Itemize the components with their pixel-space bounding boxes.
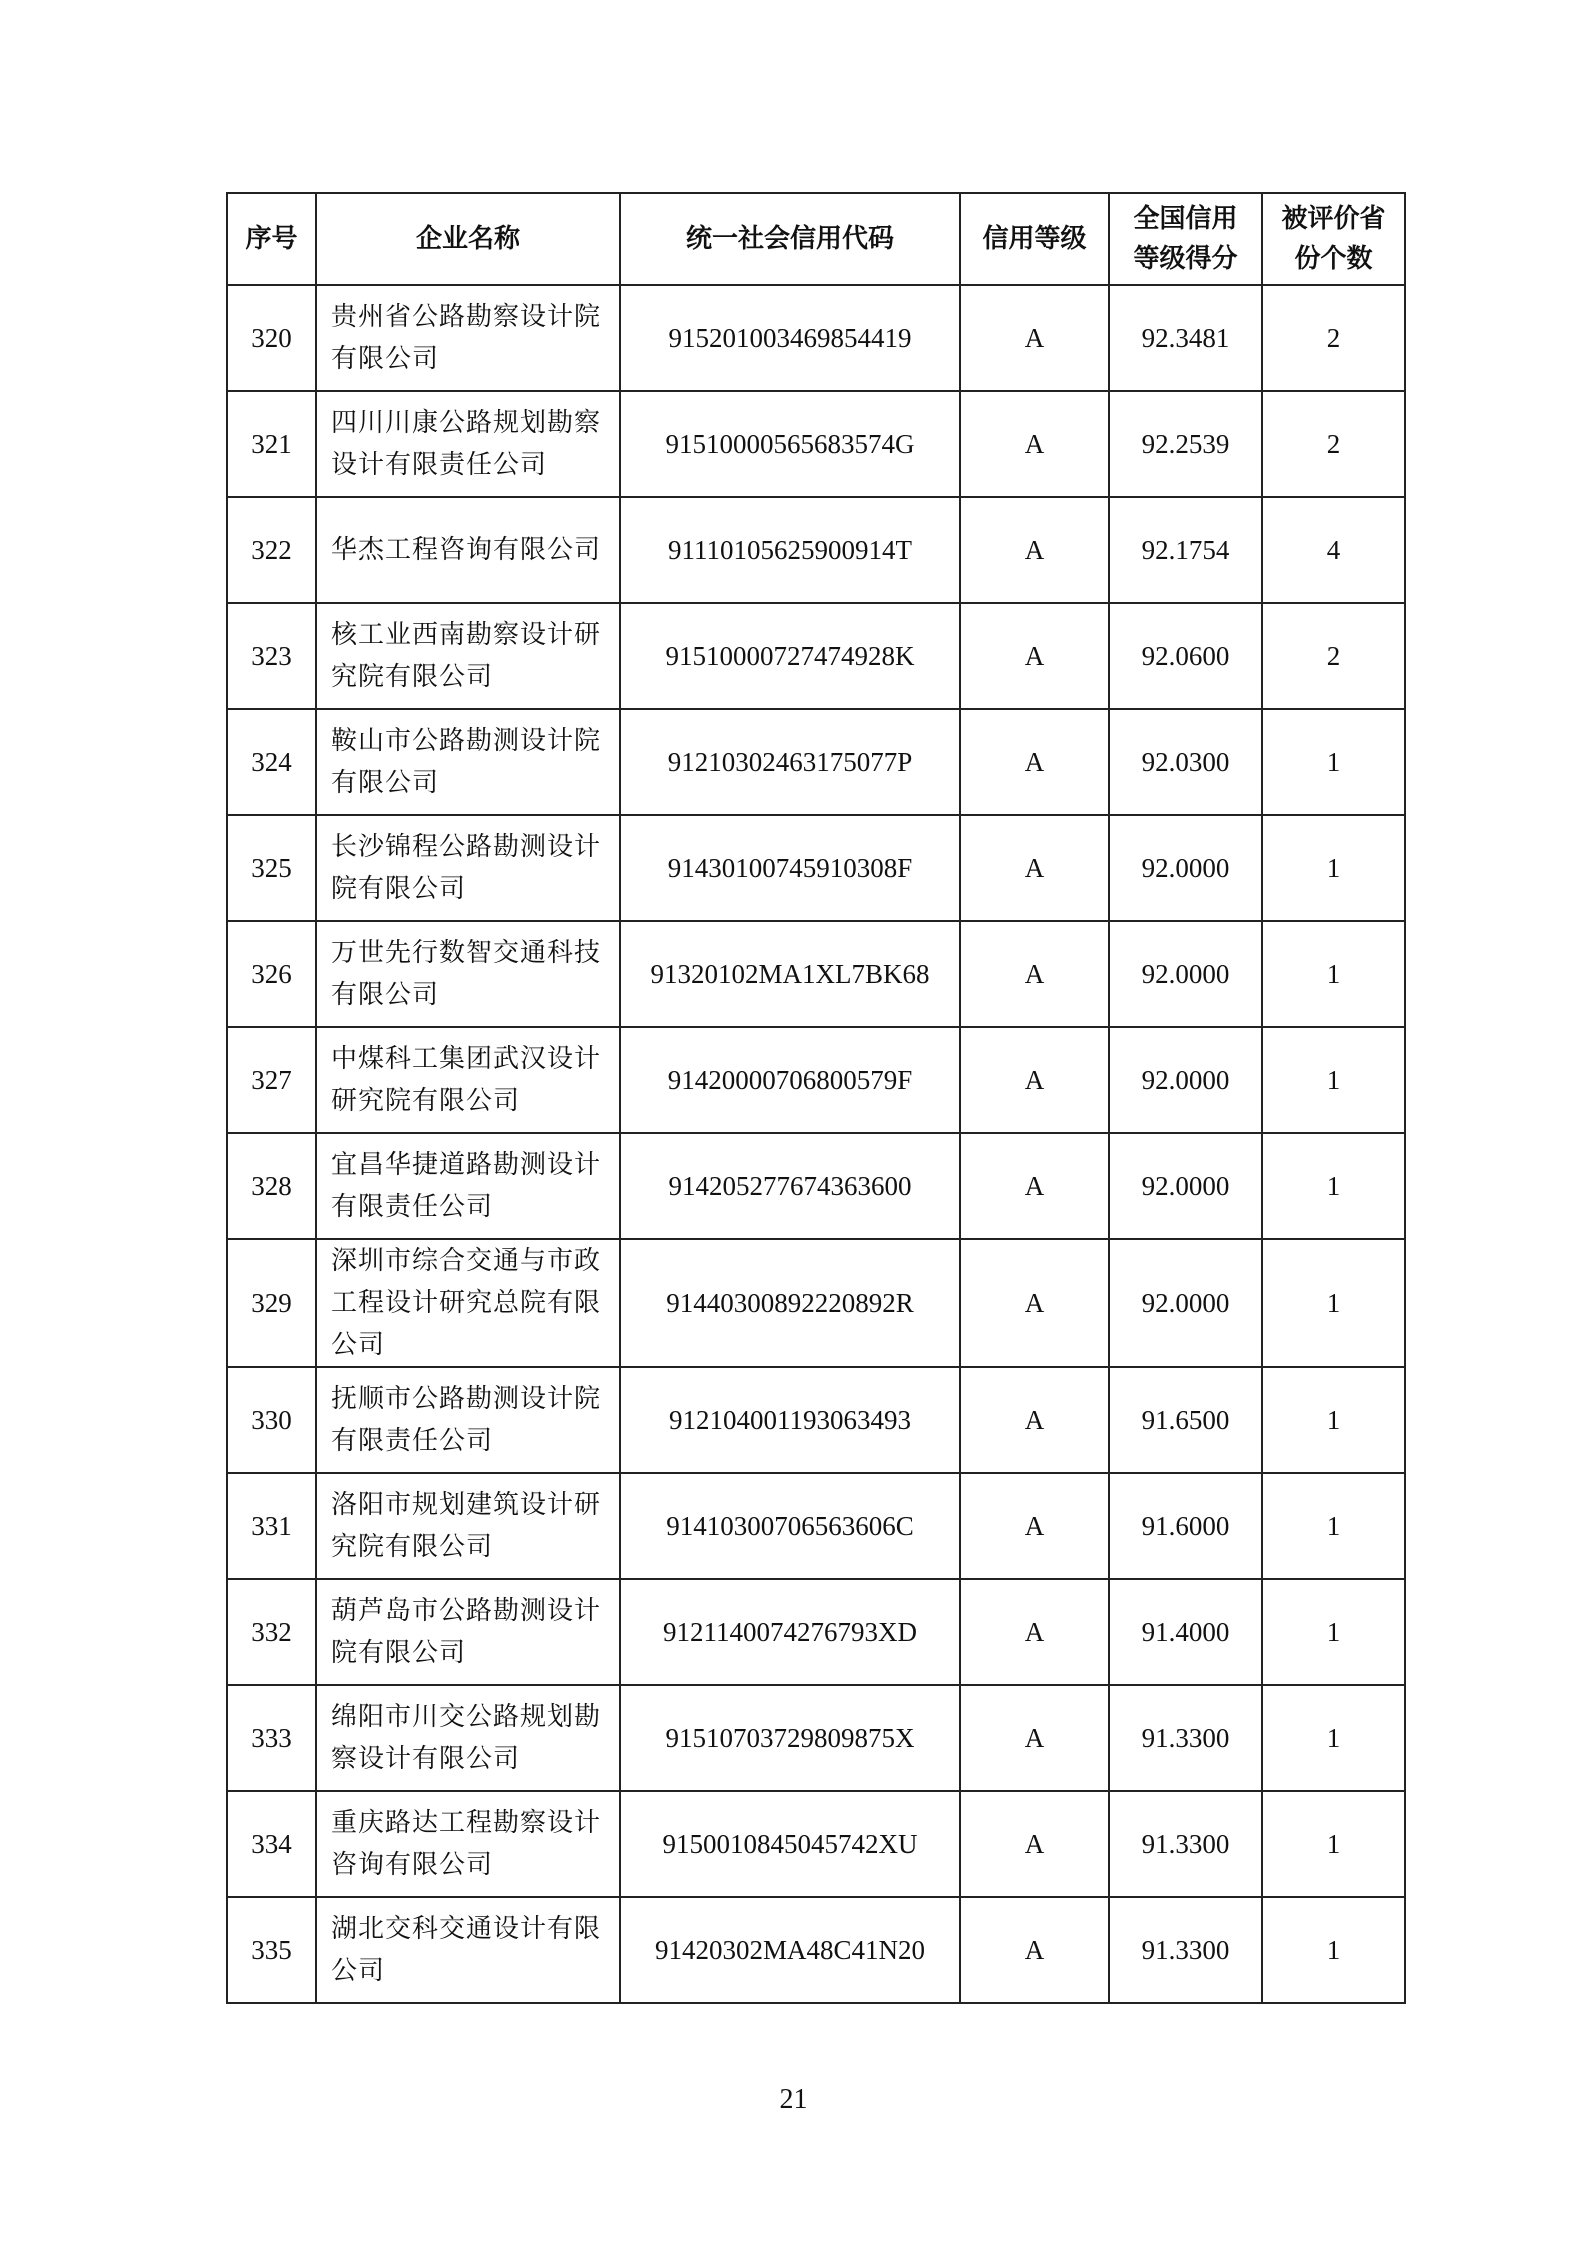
cell-credit-grade: A (960, 1239, 1109, 1367)
cell-company-name: 核工业西南勘察设计研究院有限公司 (316, 603, 620, 709)
cell-company-name: 深圳市综合交通与市政工程设计研究总院有限公司 (316, 1239, 620, 1367)
table-row (227, 391, 1405, 497)
cell-company-name: 四川川康公路规划勘察设计有限责任公司 (316, 391, 620, 497)
cell-province-count: 1 (1262, 1685, 1405, 1791)
header-province-count: 被评价省份个数 (1262, 193, 1405, 285)
cell-credit-grade: A (960, 1027, 1109, 1133)
cell-credit-code: 914205277674363600 (620, 1133, 960, 1239)
cell-province-count: 2 (1262, 285, 1405, 391)
cell-company-name: 洛阳市规划建筑设计研究院有限公司 (316, 1473, 620, 1579)
cell-index: 329 (227, 1239, 316, 1367)
cell-province-count: 1 (1262, 1239, 1405, 1367)
cell-index: 320 (227, 285, 316, 391)
cell-national-score: 91.3300 (1109, 1685, 1262, 1791)
header-credit-grade: 信用等级 (960, 193, 1109, 285)
cell-credit-grade: A (960, 709, 1109, 815)
cell-company-name: 绵阳市川交公路规划勘察设计有限公司 (316, 1685, 620, 1791)
cell-national-score: 91.3300 (1109, 1791, 1262, 1897)
cell-credit-grade: A (960, 285, 1109, 391)
cell-province-count: 1 (1262, 1897, 1405, 2003)
cell-credit-grade: A (960, 921, 1109, 1027)
cell-credit-code: 9121140074276793XD (620, 1579, 960, 1685)
cell-index: 325 (227, 815, 316, 921)
table-row (227, 921, 1405, 1027)
cell-national-score: 92.1754 (1109, 497, 1262, 603)
cell-credit-grade: A (960, 1897, 1109, 2003)
cell-national-score: 92.0000 (1109, 1027, 1262, 1133)
cell-credit-grade: A (960, 603, 1109, 709)
cell-province-count: 1 (1262, 1367, 1405, 1473)
cell-province-count: 1 (1262, 921, 1405, 1027)
table-row (227, 1897, 1405, 2003)
cell-credit-code: 91510000565683574G (620, 391, 960, 497)
header-credit-code: 统一社会信用代码 (620, 193, 960, 285)
cell-credit-grade: A (960, 1579, 1109, 1685)
table-row (227, 1473, 1405, 1579)
cell-index: 333 (227, 1685, 316, 1791)
cell-company-name: 湖北交科交通设计有限公司 (316, 1897, 620, 2003)
cell-company-name: 华杰工程咨询有限公司 (316, 497, 620, 603)
cell-index: 332 (227, 1579, 316, 1685)
cell-index: 328 (227, 1133, 316, 1239)
cell-credit-grade: A (960, 1685, 1109, 1791)
table-row (227, 1133, 1405, 1239)
cell-index: 330 (227, 1367, 316, 1473)
header-company-name: 企业名称 (316, 193, 620, 285)
cell-province-count: 1 (1262, 1027, 1405, 1133)
cell-company-name: 葫芦岛市公路勘测设计院有限公司 (316, 1579, 620, 1685)
cell-national-score: 91.6500 (1109, 1367, 1262, 1473)
cell-index: 331 (227, 1473, 316, 1579)
cell-national-score: 92.0000 (1109, 1133, 1262, 1239)
cell-province-count: 1 (1262, 1791, 1405, 1897)
cell-index: 323 (227, 603, 316, 709)
cell-credit-code: 91430100745910308F (620, 815, 960, 921)
table-row (227, 1367, 1405, 1473)
table-header-row (227, 193, 1405, 285)
cell-credit-code: 91320102MA1XL7BK68 (620, 921, 960, 1027)
cell-company-name: 重庆路达工程勘察设计咨询有限公司 (316, 1791, 620, 1897)
cell-national-score: 91.3300 (1109, 1897, 1262, 2003)
cell-credit-code: 9150010845045742XU (620, 1791, 960, 1897)
cell-credit-code: 91440300892220892R (620, 1239, 960, 1367)
cell-credit-grade: A (960, 815, 1109, 921)
cell-credit-code: 915201003469854419 (620, 285, 960, 391)
cell-credit-grade: A (960, 1791, 1109, 1897)
cell-national-score: 92.0000 (1109, 921, 1262, 1027)
table-row (227, 1239, 1405, 1367)
cell-company-name: 贵州省公路勘察设计院有限公司 (316, 285, 620, 391)
cell-credit-grade: A (960, 391, 1109, 497)
table-row (227, 497, 1405, 603)
table-row (227, 1791, 1405, 1897)
cell-credit-code: 91420302MA48C41N20 (620, 1897, 960, 2003)
table-row (227, 285, 1405, 391)
cell-national-score: 92.0300 (1109, 709, 1262, 815)
table-row (227, 709, 1405, 815)
cell-credit-code: 91510703729809875X (620, 1685, 960, 1791)
cell-index: 326 (227, 921, 316, 1027)
cell-national-score: 92.0000 (1109, 815, 1262, 921)
table-row (227, 815, 1405, 921)
cell-company-name: 中煤科工集团武汉设计研究院有限公司 (316, 1027, 620, 1133)
cell-national-score: 92.2539 (1109, 391, 1262, 497)
page-number: 21 (779, 2084, 808, 2115)
cell-company-name: 万世先行数智交通科技有限公司 (316, 921, 620, 1027)
cell-province-count: 1 (1262, 1579, 1405, 1685)
table-row (227, 603, 1405, 709)
cell-province-count: 4 (1262, 497, 1405, 603)
cell-credit-code: 91510000727474928K (620, 603, 960, 709)
cell-province-count: 2 (1262, 391, 1405, 497)
header-index: 序号 (227, 193, 316, 285)
cell-company-name: 宜昌华捷道路勘测设计有限责任公司 (316, 1133, 620, 1239)
cell-index: 327 (227, 1027, 316, 1133)
cell-index: 335 (227, 1897, 316, 2003)
credit-rating-table (226, 192, 1406, 2004)
cell-company-name: 长沙锦程公路勘测设计院有限公司 (316, 815, 620, 921)
cell-national-score: 91.6000 (1109, 1473, 1262, 1579)
cell-credit-grade: A (960, 1133, 1109, 1239)
cell-company-name: 鞍山市公路勘测设计院有限公司 (316, 709, 620, 815)
cell-credit-code: 91420000706800579F (620, 1027, 960, 1133)
cell-credit-grade: A (960, 1367, 1109, 1473)
cell-index: 322 (227, 497, 316, 603)
cell-national-score: 91.4000 (1109, 1579, 1262, 1685)
cell-index: 321 (227, 391, 316, 497)
table-row (227, 1579, 1405, 1685)
header-national-score: 全国信用等级得分 (1109, 193, 1262, 285)
cell-index: 334 (227, 1791, 316, 1897)
cell-national-score: 92.3481 (1109, 285, 1262, 391)
cell-credit-code: 91210302463175077P (620, 709, 960, 815)
cell-province-count: 1 (1262, 1473, 1405, 1579)
cell-credit-grade: A (960, 497, 1109, 603)
cell-credit-grade: A (960, 1473, 1109, 1579)
cell-province-count: 2 (1262, 603, 1405, 709)
cell-credit-code: 91410300706563606C (620, 1473, 960, 1579)
cell-national-score: 92.0000 (1109, 1239, 1262, 1367)
table-row (227, 1685, 1405, 1791)
cell-credit-code: 912104001193063493 (620, 1367, 960, 1473)
cell-index: 324 (227, 709, 316, 815)
cell-province-count: 1 (1262, 709, 1405, 815)
cell-national-score: 92.0600 (1109, 603, 1262, 709)
cell-credit-code: 91110105625900914T (620, 497, 960, 603)
cell-province-count: 1 (1262, 1133, 1405, 1239)
cell-company-name: 抚顺市公路勘测设计院有限责任公司 (316, 1367, 620, 1473)
table-row (227, 1027, 1405, 1133)
cell-province-count: 1 (1262, 815, 1405, 921)
